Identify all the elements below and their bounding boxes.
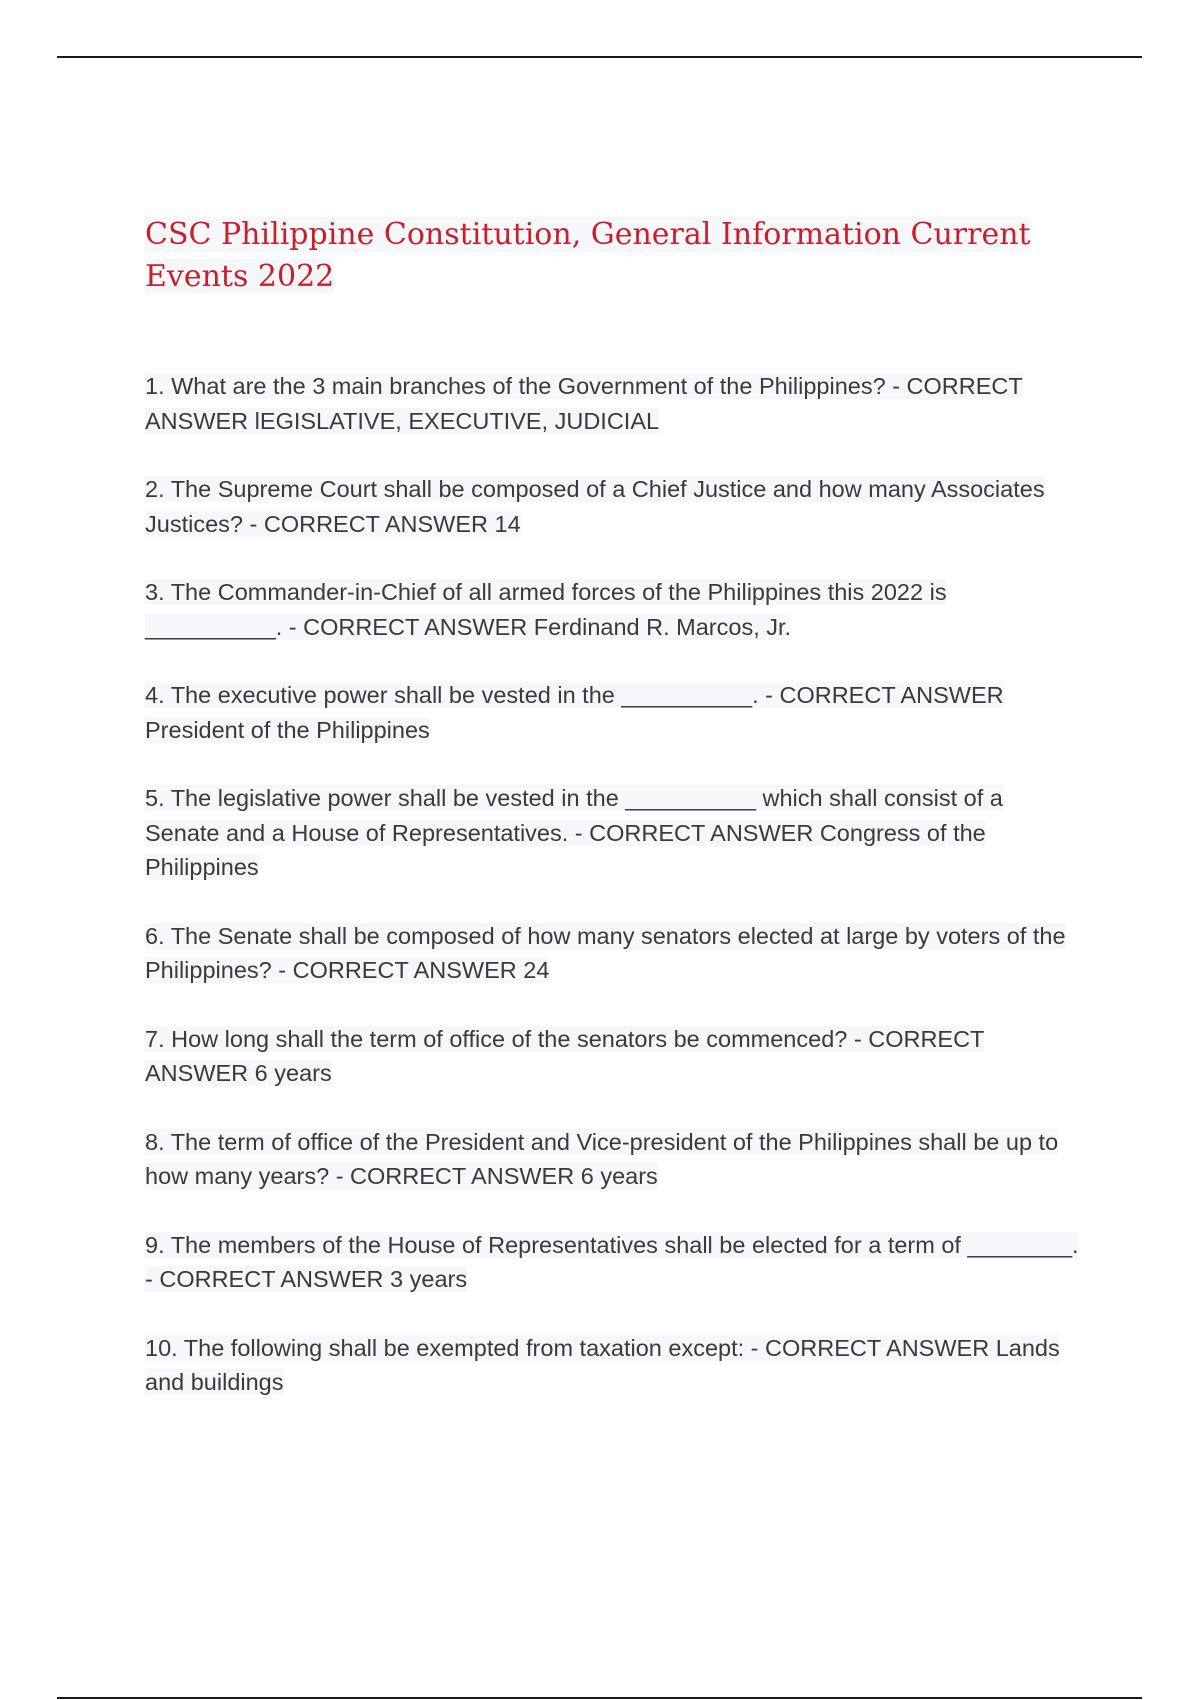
question-item xyxy=(145,919,1080,988)
question-text: 1. What are the 3 main branches of the Government of the Philippines? - CORRECT ANSWER lEGISLATIVE, EXECUTIVE, JUDICIAL xyxy=(145,373,1023,434)
question-text: 10. The following shall be exempted from taxation except: - CORRECT ANSWER Lands and buildings xyxy=(145,1334,1060,1395)
question-text: 7. How long shall the term of office of the senators be commenced? - CORRECT ANSWER 6 years xyxy=(145,1025,985,1086)
question-text: 3. The Commander-in-Chief of all armed forces of the Philippines this 2022 is __________. - CORRECT ANSWER Ferdinand R. Marcos, Jr. xyxy=(145,579,947,640)
question-item xyxy=(145,781,1080,885)
header-rule xyxy=(57,56,1142,58)
question-item xyxy=(145,1022,1080,1091)
question-item xyxy=(145,1331,1080,1400)
question-text: 8. The term of office of the President and Vice-president of the Philippines shall be up to how many years? - CORRECT ANSWER 6 years xyxy=(145,1128,1059,1189)
question-text: 5. The legislative power shall be vested in the __________ which shall consist of a Senate and a House of Representatives. - CORRECT ANSWER Congress of the Philippines xyxy=(145,785,1003,880)
question-text: 2. The Supreme Court shall be composed of a Chief Justice and how many Associates Justices? - CORRECT ANSWER 14 xyxy=(145,476,1045,537)
footer-rule xyxy=(57,1697,1142,1699)
question-item xyxy=(145,678,1080,747)
question-item xyxy=(145,369,1080,438)
question-list xyxy=(145,369,1080,1434)
question-item xyxy=(145,1125,1080,1194)
question-item xyxy=(145,1228,1080,1297)
question-text: 4. The executive power shall be vested in the __________. - CORRECT ANSWER President of the Philippines xyxy=(145,682,1004,743)
document-title xyxy=(145,214,1050,298)
question-item xyxy=(145,575,1080,644)
question-item xyxy=(145,472,1080,541)
question-text: 6. The Senate shall be composed of how many senators elected at large by voters of the Philippines? - CORRECT ANSWER 24 xyxy=(145,922,1066,983)
question-text: 9. The members of the House of Representatives shall be elected for a term of ________. - CORRECT ANSWER 3 years xyxy=(145,1231,1079,1292)
document-title-text: CSC Philippine Constitution, General Information Current Events 2022 xyxy=(145,217,1031,294)
